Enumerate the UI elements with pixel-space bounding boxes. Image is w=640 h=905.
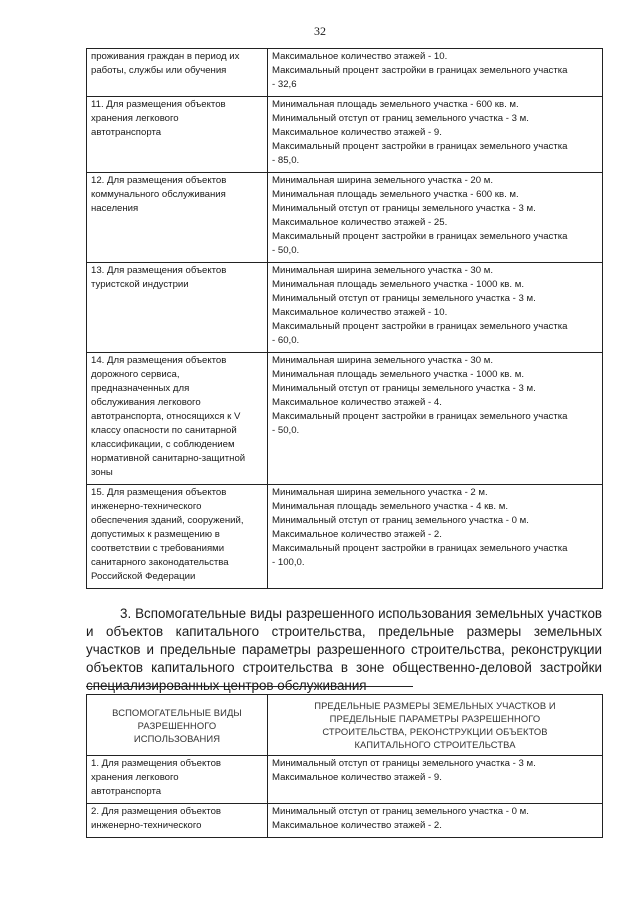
cell-line: Максимальный процент застройки в границах земельного участка <box>272 543 568 554</box>
table-row <box>87 804 603 838</box>
parameters-cell <box>268 756 603 804</box>
use-type-cell <box>87 49 268 97</box>
cell-line: Минимальный отступ от границы земельного участка - 3 м. <box>272 383 536 394</box>
cell-line: Минимальная ширина земельного участка - 20 м. <box>272 175 494 186</box>
table-row <box>87 97 603 173</box>
cell-line: ВСПОМОГАТЕЛЬНЫЕ ВИДЫ <box>112 706 242 718</box>
cell-line: хранения легкового <box>91 113 179 124</box>
cell-line: Минимальный отступ от границы земельного участка - 3 м. <box>272 293 536 304</box>
cell-line: Максимальный процент застройки в границах земельного участка <box>272 141 568 152</box>
parameters-cell <box>268 485 603 589</box>
cell-line: предназначенных для <box>91 383 190 394</box>
cell-line: автотранспорта, относящихся к V <box>91 411 241 422</box>
cell-line: Минимальная ширина земельного участка - 2 м. <box>272 487 488 498</box>
cell-line: Максимальное количество этажей - 2. <box>272 529 442 540</box>
cell-line: КАПИТАЛЬНОГО СТРОИТЕЛЬСТВА <box>354 739 516 750</box>
cell-line: Максимальное количество этажей - 10. <box>272 307 448 318</box>
cell-line: дорожного сервиса, <box>91 369 180 380</box>
use-type-cell <box>87 485 268 589</box>
cell-line: - 50,0. <box>272 425 300 436</box>
cell-line: ПРЕДЕЛЬНЫЕ ПАРАМЕТРЫ РАЗРЕШЕННОГО <box>329 713 541 724</box>
cell-line: автотранспорта <box>91 786 162 797</box>
cell-line: инженерно-технического <box>91 501 202 512</box>
parameters-cell <box>268 173 603 263</box>
cell-line: обеспечения зданий, сооружений, <box>91 515 244 526</box>
use-type-cell <box>87 263 268 353</box>
cell-line: населения <box>91 203 139 214</box>
cell-line: Максимальное количество этажей - 4. <box>272 397 442 408</box>
section-underline <box>86 686 413 687</box>
cell-line: Максимальное количество этажей - 2. <box>272 820 442 831</box>
cell-line: Максимальный процент застройки в границах земельного участка <box>272 411 568 422</box>
parameters-cell <box>268 804 603 838</box>
cell-line: - 32,6 <box>272 79 297 90</box>
cell-line: 11. Для размещения объектов <box>91 99 226 110</box>
cell-line: проживания граждан в период их <box>91 51 240 62</box>
cell-line: ПРЕДЕЛЬНЫЕ РАЗМЕРЫ ЗЕМЕЛЬНЫХ УЧАСТКОВ И <box>314 700 556 711</box>
cell-line: Минимальный отступ от границ земельного участка - 0 м. <box>272 806 529 817</box>
parameters-cell <box>268 353 603 485</box>
cell-line: Российской Федерации <box>91 571 196 582</box>
cell-line: Максимальный процент застройки в границах земельного участка <box>272 321 568 332</box>
table-header-row <box>87 695 603 756</box>
cell-line: Максимальный процент застройки в границах земельного участка <box>272 231 568 242</box>
cell-line: Минимальный отступ от границы земельного участка - 3 м. <box>272 203 536 214</box>
auxiliary-use-table <box>86 694 603 838</box>
cell-line: Минимальный отступ от границ земельного участка - 0 м. <box>272 515 529 526</box>
cell-line: Минимальный отступ от границ земельного участка - 3 м. <box>272 113 529 124</box>
cell-line: 14. Для размещения объектов <box>91 355 227 366</box>
cell-line: Максимальное количество этажей - 9. <box>272 772 442 783</box>
cell-line: туристской индустрии <box>91 279 189 290</box>
cell-line: Минимальная площадь земельного участка - 1000 кв. м. <box>272 279 524 290</box>
cell-line: Минимальная площадь земельного участка - 4 кв. м. <box>272 501 508 512</box>
parameters-cell <box>268 97 603 173</box>
use-type-cell <box>87 173 268 263</box>
cell-line: 12. Для размещения объектов <box>91 175 227 186</box>
parameters-cell <box>268 49 603 97</box>
header-cell-use-types <box>87 695 268 756</box>
cell-line: допустимых к размещению в <box>91 529 220 540</box>
cell-line: нормативной санитарно-защитной <box>91 453 246 464</box>
cell-line: Минимальная площадь земельного участка - 600 кв. м. <box>272 189 519 200</box>
page-number: 32 <box>314 24 326 38</box>
cell-line: Максимальное количество этажей - 10. <box>272 51 448 62</box>
table-row <box>87 756 603 804</box>
use-type-cell <box>87 804 268 838</box>
cell-line: 1. Для размещения объектов <box>91 758 222 769</box>
table-row <box>87 263 603 353</box>
cell-line: Максимальный процент застройки в границах земельного участка <box>272 65 568 76</box>
cell-line: Минимальный отступ от границы земельного участка - 3 м. <box>272 758 536 769</box>
table-row <box>87 485 603 589</box>
cell-line: соответствии с требованиями <box>91 543 225 554</box>
cell-line: 13. Для размещения объектов <box>91 265 227 276</box>
cell-line: автотранспорта <box>91 127 162 138</box>
cell-line: РАЗРЕШЕННОГО <box>137 719 217 731</box>
cell-line: - 50,0. <box>272 245 300 256</box>
cell-line: - 100,0. <box>272 557 305 568</box>
table-row <box>87 173 603 263</box>
cell-line: классу опасности по санитарной <box>91 425 237 436</box>
cell-line: работы, службы или обучения <box>91 65 227 76</box>
cell-line: 2. Для размещения объектов <box>91 806 222 817</box>
permitted-use-table <box>86 48 603 589</box>
parameters-cell <box>268 263 603 353</box>
header-cell-parameters <box>268 695 603 756</box>
table-row <box>87 49 603 97</box>
cell-line: санитарного законодательства <box>91 557 229 568</box>
cell-line: Минимальная ширина земельного участка - 30 м. <box>272 265 494 276</box>
cell-line: инженерно-технического <box>91 820 202 831</box>
cell-line: Минимальная площадь земельного участка - 1000 кв. м. <box>272 369 524 380</box>
cell-line: Минимальная ширина земельного участка - 30 м. <box>272 355 494 366</box>
cell-line: - 85,0. <box>272 155 300 166</box>
use-type-cell <box>87 756 268 804</box>
use-type-cell <box>87 97 268 173</box>
cell-line: Максимальное количество этажей - 9. <box>272 127 442 138</box>
cell-line: коммунального обслуживания <box>91 189 226 200</box>
cell-line: 15. Для размещения объектов <box>91 487 227 498</box>
cell-line: Максимальное количество этажей - 25. <box>272 217 448 228</box>
cell-line: классификации, с соблюдением <box>91 439 235 450</box>
cell-line: хранения легкового <box>91 772 179 783</box>
cell-line: ИСПОЛЬЗОВАНИЯ <box>133 732 221 744</box>
cell-line: обслуживания легкового <box>91 397 201 408</box>
section-heading-3: 3. Вспомогательные виды разрешенного использования земельных участков и объектов капитального строительства, предельные размеры земельных участков и предельные параметры разрешенного строительства, реконструкции объектов капитального строительства в зоне общественно-деловой застройки специализированных центров обслуживания <box>86 606 602 693</box>
cell-line: - 60,0. <box>272 335 300 346</box>
cell-line: зоны <box>91 467 113 478</box>
cell-line: Минимальная площадь земельного участка - 600 кв. м. <box>272 99 519 110</box>
table-row <box>87 353 603 485</box>
use-type-cell <box>87 353 268 485</box>
cell-line: СТРОИТЕЛЬСТВА, РЕКОНСТРУКЦИИ ОБЪЕКТОВ <box>322 726 548 737</box>
